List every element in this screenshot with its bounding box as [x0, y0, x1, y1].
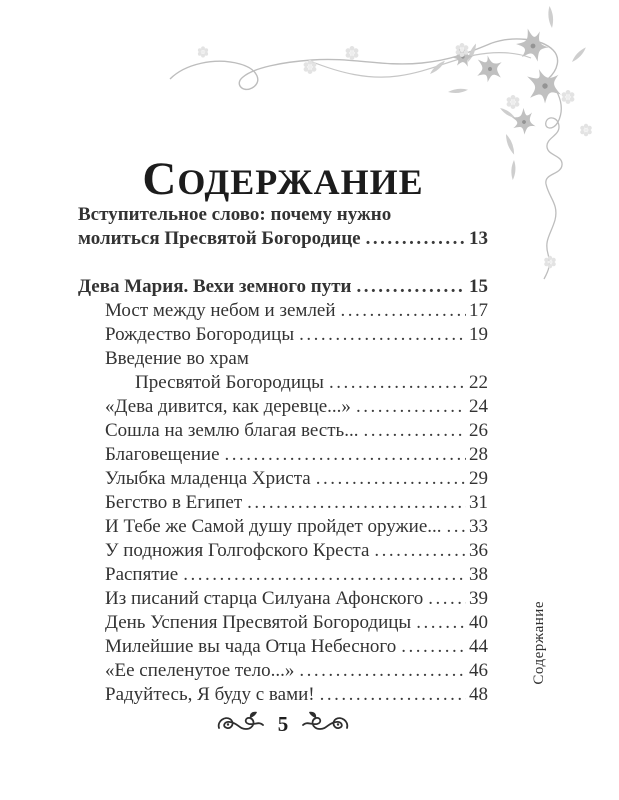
- scroll-flourish-right-icon: [301, 710, 349, 738]
- toc-row[interactable]: [78, 347, 488, 371]
- toc-entry-page: 46: [469, 660, 488, 681]
- dot-leader: [366, 227, 466, 251]
- toc-entry-page: 44: [469, 636, 488, 657]
- toc-entry-label: Бегство в Египет: [105, 492, 243, 513]
- dot-leader: [363, 419, 466, 443]
- toc-row[interactable]: [78, 611, 488, 635]
- dot-leader: [299, 659, 466, 683]
- toc-entry-page: 19: [469, 324, 488, 345]
- toc-entry-page: 15: [469, 276, 488, 297]
- toc-entry-page: 17: [469, 300, 488, 321]
- dot-leader: [247, 491, 466, 515]
- dot-leader: [416, 611, 466, 635]
- toc-entry-label: Мост между небом и землей: [105, 300, 336, 321]
- dot-leader: [356, 395, 466, 419]
- toc-row[interactable]: [78, 659, 488, 683]
- toc-entry-page: 22: [469, 372, 488, 393]
- toc-row[interactable]: [78, 299, 488, 323]
- toc-row[interactable]: [78, 275, 488, 299]
- toc-entry-page: 40: [469, 612, 488, 633]
- toc-entry-label: Дева Мария. Вехи земного пути: [78, 276, 352, 297]
- toc-entry-label: Милейшие вы чада Отца Небесного: [105, 636, 397, 657]
- toc-entry-label: «Дева дивится, как деревце...»: [105, 396, 351, 417]
- toc-entry-label: Из писаний старца Силуана Афонского: [105, 588, 424, 609]
- toc-entry-label: Благовещение: [105, 444, 220, 465]
- toc-entry-page: 33: [469, 516, 488, 537]
- toc-entry-page: 13: [469, 228, 488, 249]
- dot-leader: [374, 539, 466, 563]
- toc-entry-label: «Ее спеленутое тело...»: [105, 660, 295, 681]
- toc-row[interactable]: [78, 443, 488, 467]
- toc-entry-label: Распятие: [105, 564, 179, 585]
- page-footer: [78, 709, 488, 739]
- toc-entry-page: 48: [469, 684, 488, 705]
- toc-entry-page: 24: [469, 396, 488, 417]
- toc-entry-label: И Тебе же Самой душу пройдет оружие...: [105, 516, 442, 537]
- toc-row[interactable]: [78, 371, 488, 395]
- dot-leader: [428, 587, 466, 611]
- page-number: 5: [277, 712, 289, 736]
- toc-entry-page: 28: [469, 444, 488, 465]
- toc-row[interactable]: [78, 419, 488, 443]
- toc-row[interactable]: [78, 395, 488, 419]
- scroll-flourish-left-icon: [217, 710, 265, 738]
- dot-leader: [329, 371, 466, 395]
- toc-list: [78, 203, 488, 707]
- dot-leader: [320, 683, 466, 707]
- toc-row[interactable]: [78, 539, 488, 563]
- toc-row[interactable]: [78, 227, 488, 251]
- toc-entry-label: Сошла на землю благая весть...: [105, 420, 359, 441]
- dot-leader: [401, 635, 466, 659]
- dot-leader: [341, 299, 466, 323]
- toc-row[interactable]: [78, 515, 488, 539]
- toc-entry-page: 29: [469, 468, 488, 489]
- dot-leader: [447, 515, 466, 539]
- toc-row[interactable]: [78, 635, 488, 659]
- toc-entry-page: 26: [469, 420, 488, 441]
- toc-entry-label: У подножия Голгофского Креста: [105, 540, 370, 561]
- toc-entry-label: Улыбка младенца Христа: [105, 468, 311, 489]
- toc-entry-label: Введение во храм: [105, 348, 249, 369]
- toc-entry-page: 36: [469, 540, 488, 561]
- toc-entry-label: Вступительное слово: почему нужно: [78, 204, 392, 225]
- toc-row[interactable]: [78, 683, 488, 707]
- toc-entry-label: Радуйтесь, Я буду с вами!: [105, 684, 315, 705]
- sidebar-running-title: Содержание: [531, 601, 547, 685]
- toc-row[interactable]: [78, 491, 488, 515]
- dot-leader: [357, 275, 467, 299]
- toc-entry-page: 31: [469, 492, 488, 513]
- dot-leader: [316, 467, 466, 491]
- dot-leader: [299, 323, 466, 347]
- toc-entry-page: 38: [469, 564, 488, 585]
- dot-leader: [225, 443, 466, 467]
- toc-entry-page: 39: [469, 588, 488, 609]
- toc-row[interactable]: [78, 563, 488, 587]
- toc-entry-label: Пресвятой Богородицы: [135, 372, 324, 393]
- page-title: [78, 153, 488, 206]
- toc-row[interactable]: [78, 467, 488, 491]
- toc-entry-label: молиться Пресвятой Богородице: [78, 228, 361, 249]
- toc-row[interactable]: [78, 587, 488, 611]
- toc-row[interactable]: [78, 323, 488, 347]
- toc-row[interactable]: [78, 203, 488, 227]
- toc-entry-label: День Успения Пресвятой Богородицы: [105, 612, 412, 633]
- toc-entry-label: Рождество Богородицы: [105, 324, 295, 345]
- dot-leader: [183, 563, 466, 587]
- page-title-text: СОДЕРЖАНИЕ: [142, 153, 424, 206]
